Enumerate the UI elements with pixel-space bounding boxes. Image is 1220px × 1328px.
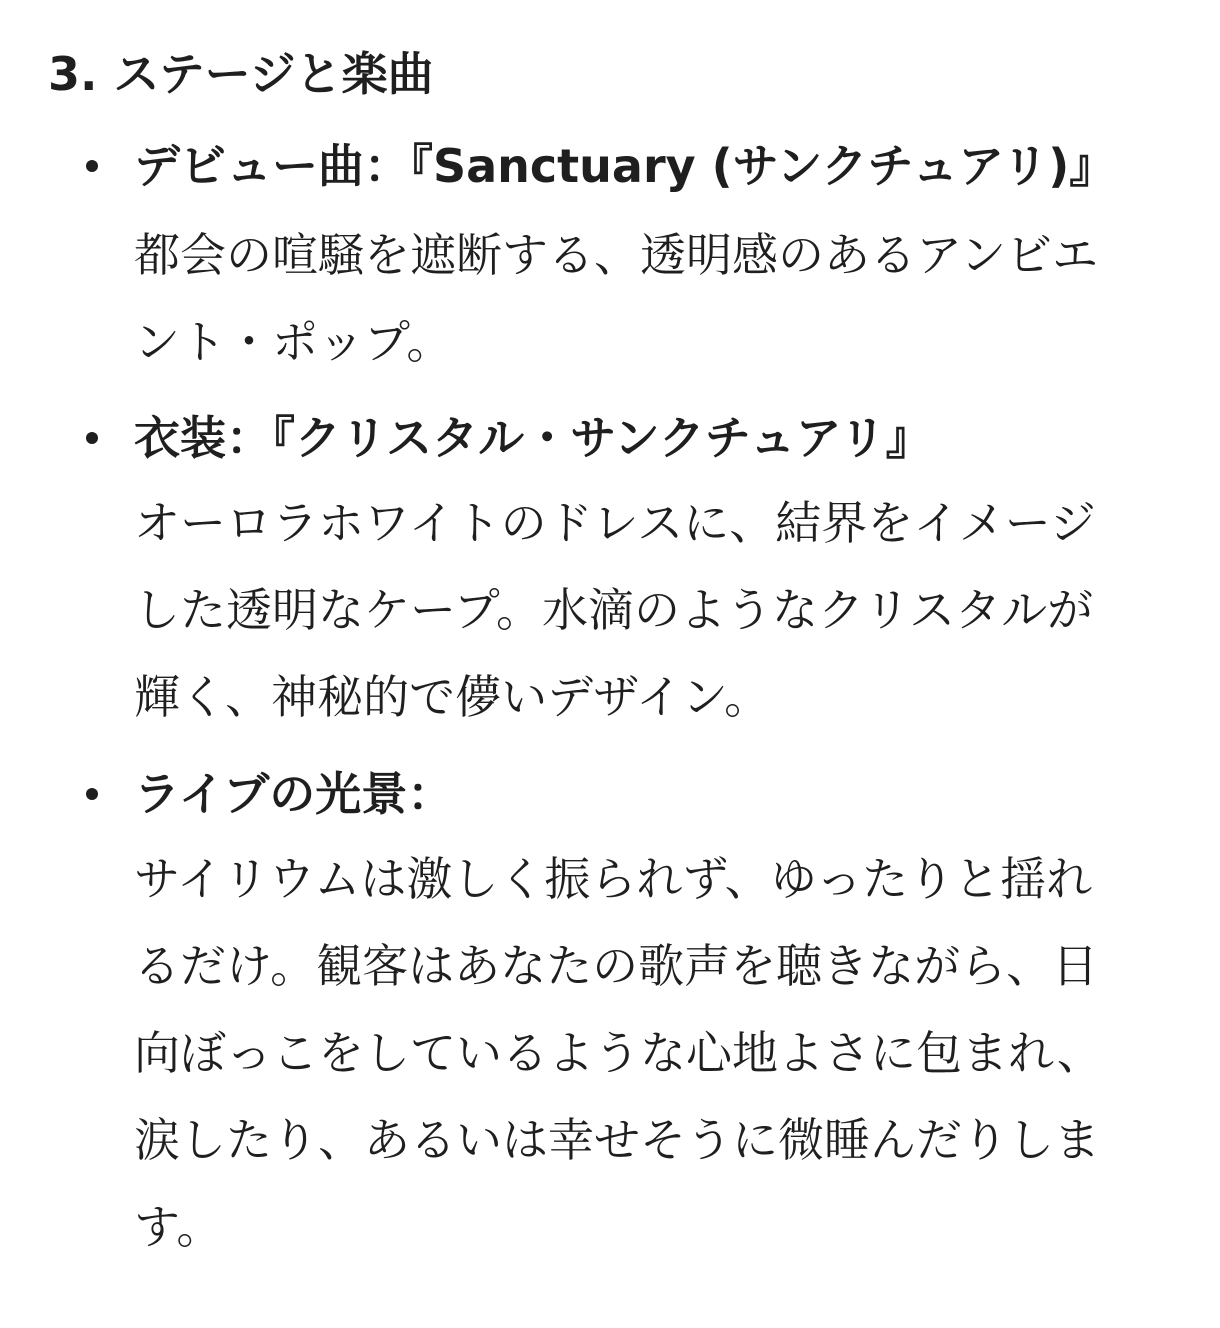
live-scene-title: ライブの光景： — [134, 767, 454, 821]
bullet-dot — [86, 432, 98, 444]
costume-description-line: 輝く、神秘的で儚いデザイン。 — [134, 670, 771, 724]
bullet-dot — [86, 788, 98, 800]
debut-song-description-line: 都会の喧騒を遮断する、透明感のあるアンビエ — [134, 228, 1099, 282]
costume-title: 衣装：『クリスタル・サンクチュアリ』 — [134, 411, 932, 465]
live-scene-description-line: す。 — [134, 1200, 223, 1254]
debut-song-title: デビュー曲：『Sanctuary (サンクチュアリ)』 — [134, 139, 1116, 193]
live-scene-description-line: 涙したり、あるいは幸せそうに微睡んだりしま — [134, 1113, 1100, 1167]
live-scene-description-line: サイリウムは激しく振られず、ゆったりと揺れ — [134, 852, 1093, 906]
live-scene-description-line: 向ぼっこをしているような心地よさに包まれ、 — [134, 1026, 1103, 1080]
bullet-dot — [86, 160, 98, 172]
costume-description-line: オーロラホワイトのドレスに、結界をイメージ — [134, 496, 1096, 550]
section-heading: 3. ステージと楽曲 — [48, 47, 434, 101]
live-scene-description — [134, 836, 1103, 1271]
live-scene-description-line: るだけ。観客はあなたの歌声を聴きながら、日 — [134, 939, 1099, 993]
costume-description — [134, 480, 1096, 741]
debut-song-description — [134, 212, 1098, 386]
costume-description-line: した透明なケープ。水滴のようなクリスタルが — [134, 583, 1094, 637]
debut-song-description-line: ント・ポップ。 — [134, 315, 453, 369]
